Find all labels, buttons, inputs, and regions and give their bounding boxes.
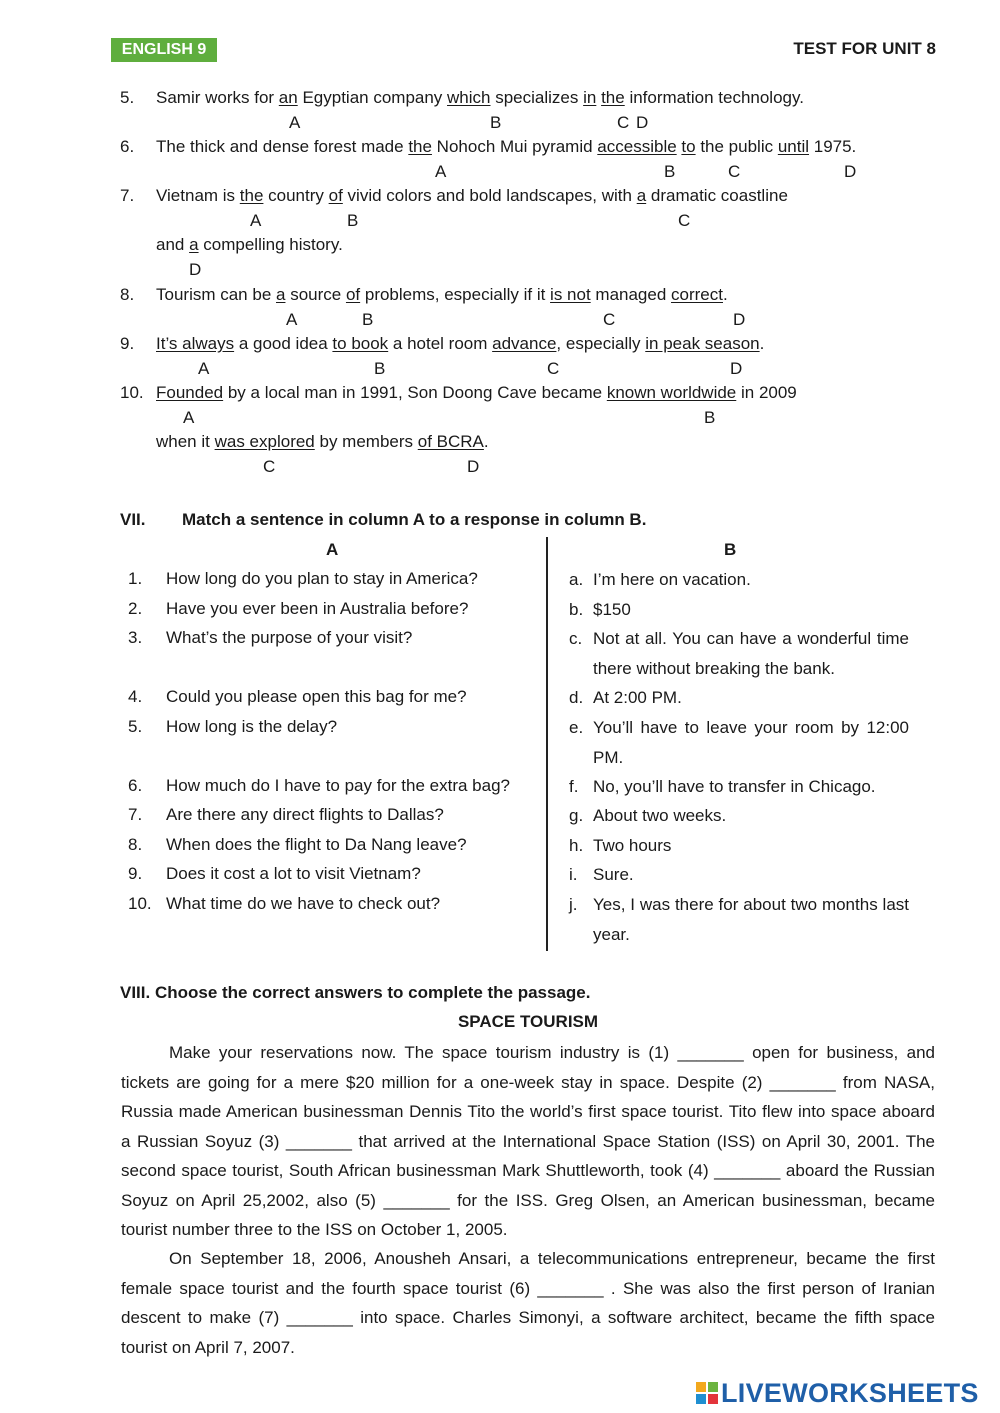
column-b-item (569, 890, 909, 949)
option-letter: D (467, 457, 480, 476)
underlined-option: of (328, 186, 343, 205)
test-title: TEST FOR UNIT 8 (793, 39, 936, 58)
underlined-option: of BCRA (417, 432, 484, 451)
column-a-text: What time do we have to check out? (166, 894, 441, 913)
column-b-item (569, 772, 909, 802)
option-letter: C (617, 113, 630, 132)
option-letter: B (664, 162, 676, 181)
column-b-text: You’ll have to leave your room by 12:00 PM. (593, 718, 909, 767)
option-letter: D (636, 113, 649, 132)
option-letter: B (362, 310, 374, 329)
option-letter: A (183, 408, 195, 427)
column-a-text: How long is the delay? (166, 717, 338, 736)
column-a-text: How long do you plan to stay in America? (166, 569, 478, 588)
underlined-option: was explored (214, 432, 315, 451)
underlined-option: of (345, 285, 361, 304)
column-b-item (569, 565, 909, 595)
column-a-item (128, 628, 412, 648)
column-a-item (128, 864, 421, 884)
column-a-text: Are there any direct flights to Dallas? (166, 805, 444, 824)
column-b-letter: h. (569, 836, 584, 855)
column-b-letter: f. (569, 777, 579, 796)
option-letter: D (733, 310, 746, 329)
underlined-option: until (777, 137, 810, 156)
column-a-number: 4. (128, 687, 143, 706)
section-number: VII. (120, 510, 146, 529)
subject-badge: ENGLISH 9 (111, 38, 217, 62)
option-letter: A (435, 162, 447, 181)
liveworksheets-logo (696, 1378, 979, 1408)
column-a-item (128, 569, 478, 589)
underlined-option: a (636, 186, 647, 205)
option-letter: B (704, 408, 716, 427)
column-b-letter: b. (569, 600, 584, 619)
column-b-letter: j. (569, 895, 578, 914)
option-letter: A (289, 113, 301, 132)
column-b-text: Yes, I was there for about two months last year. (593, 895, 909, 944)
column-a-number: 8. (128, 835, 143, 854)
column-b-letter: d. (569, 688, 584, 707)
underlined-option: to book (332, 334, 389, 353)
underlined-option: known worldwide (606, 383, 737, 402)
item-sentence: It’s always a good idea to book a hotel room advance, especially in peak season. (156, 334, 765, 353)
column-a-text: How much do I have to pay for the extra bag? (166, 776, 510, 795)
item-sentence-continued: and a compelling history. (156, 235, 343, 254)
column-b-letter: g. (569, 806, 584, 825)
underlined-option: to (681, 137, 696, 156)
column-a-text: Have you ever been in Australia before? (166, 599, 469, 618)
column-a-number: 7. (128, 805, 143, 824)
underlined-option: Founded (156, 383, 224, 402)
item-sentence: The thick and dense forest made the Nohoch Mui pyramid accessible to the public until 1975. (156, 137, 857, 156)
option-letters (156, 113, 956, 133)
section-heading (120, 510, 646, 530)
option-letters (156, 260, 956, 280)
column-b-text: Sure. (593, 865, 634, 884)
item-sentence: Samir works for an Egyptian company which specializes in the information technology. (156, 88, 804, 107)
underlined-option: advance (492, 334, 557, 353)
column-b-item (569, 860, 909, 890)
column-b-letter: i. (569, 865, 578, 884)
column-b-text: About two weeks. (593, 806, 727, 825)
column-a-text: What’s the purpose of your visit? (166, 628, 413, 647)
item-number: 9. (120, 334, 135, 353)
column-a-header: A (326, 540, 339, 559)
column-a-item (128, 835, 467, 855)
option-letter: A (286, 310, 298, 329)
column-b-item (569, 831, 909, 861)
column-b-letter: e. (569, 718, 584, 737)
option-letter: A (198, 359, 210, 378)
column-b-letter: a. (569, 570, 584, 589)
passage-title: SPACE TOURISM (457, 1012, 599, 1031)
option-letters (156, 211, 956, 231)
liveworksheets-logo-icon (696, 1382, 718, 1404)
column-b-item (569, 713, 909, 772)
option-letters (156, 359, 956, 379)
column-b-text: Two hours (593, 836, 672, 855)
option-letter: B (374, 359, 386, 378)
column-a-number: 9. (128, 864, 143, 883)
column-a-number: 6. (128, 776, 143, 795)
column-b-item (569, 624, 909, 683)
underlined-option: in peak season (645, 334, 760, 353)
underlined-option: which (447, 88, 491, 107)
option-letter: D (189, 260, 202, 279)
column-a-text: When does the flight to Da Nang leave? (166, 835, 467, 854)
item-sentence-continued: when it was explored by members of BCRA. (156, 432, 489, 451)
column-a-number: 1. (128, 569, 143, 588)
option-letter: B (347, 211, 359, 230)
option-letter: B (490, 113, 502, 132)
column-b-text: Not at all. You can have a wonderful time there without breaking the bank. (593, 629, 909, 678)
item-number: 5. (120, 88, 135, 107)
underlined-option: an (278, 88, 298, 107)
column-b-text: I’m here on vacation. (593, 570, 751, 589)
column-a-item (128, 805, 444, 825)
column-a-item (128, 687, 467, 707)
item-number: 6. (120, 137, 135, 156)
logo-text: LIVEWORKSHEETS (721, 1377, 979, 1408)
section-heading: VIII. Choose the correct answers to complete the passage. (120, 983, 591, 1002)
passage-paragraph: On September 18, 2006, Anousheh Ansari, a telecommunications entrepreneur, became the first female space tourist and the fourth space tourist (6) _______ . She was also the first person of Iranian descent to make (7) _______ into space. Charles Simonyi, a software architect, became the fifth space tourist on April 7, 2007. (121, 1249, 935, 1357)
column-b-item (569, 595, 909, 625)
column-a-item (128, 599, 468, 619)
item-number: 7. (120, 186, 135, 205)
option-letters (156, 310, 956, 330)
section-instruction: Match a sentence in column A to a response in column B. (182, 510, 647, 529)
option-letter: C (728, 162, 741, 181)
option-letter: C (263, 457, 276, 476)
option-letters (156, 457, 956, 477)
option-letters (156, 162, 956, 182)
column-b-header: B (724, 540, 737, 559)
underlined-option: a (189, 235, 199, 254)
underlined-option: in (583, 88, 597, 107)
column-a-number: 10. (128, 894, 152, 913)
option-letter: A (250, 211, 262, 230)
column-a-number: 3. (128, 628, 143, 647)
underlined-option: the (408, 137, 432, 156)
item-number: 8. (120, 285, 135, 304)
column-a-text: Does it cost a lot to visit Vietnam? (166, 864, 421, 883)
underlined-option: It’s always (156, 334, 235, 353)
underlined-option: is not (550, 285, 591, 304)
underlined-option: a (276, 285, 286, 304)
option-letter: C (678, 211, 691, 230)
column-a-text: Could you please open this bag for me? (166, 687, 467, 706)
column-a-item (128, 894, 440, 914)
column-a-item (128, 717, 337, 737)
column-a-number: 5. (128, 717, 143, 736)
option-letter: C (603, 310, 616, 329)
item-sentence: Founded by a local man in 1991, Son Doong Cave became known worldwide in 2009 (156, 383, 797, 402)
option-letter: C (547, 359, 560, 378)
underlined-option: accessible (597, 137, 677, 156)
column-b-text: At 2:00 PM. (593, 688, 682, 707)
column-b-text: $150 (593, 600, 631, 619)
column-b-letter: c. (569, 629, 583, 648)
item-sentence: Vietnam is the country of vivid colors and bold landscapes, with a dramatic coastline (156, 186, 788, 205)
underlined-option: the (239, 186, 264, 205)
underlined-option: the (601, 88, 625, 107)
option-letter: D (844, 162, 857, 181)
passage-paragraph: Make your reservations now. The space tourism industry is (1) _______ open for business, and tickets are going for a mere $20 million for a one-week stay in space. Despite (2) _______ from NASA, Russia made American businessman Dennis Tito the world’s first space tourist. Tito flew into space aboard a Russian Soyuz (3) _______ that arrived at the International Space Station (ISS) on April 30, 2001. The second space tourist, South African businessman Mark Shuttleworth, took (4) _______ aboard the Russian Soyuz on April 25,2002, also (5) _______ for the ISS. Greg Olsen, an American businessman, became tourist number three to the ISS on October 1, 2005. (121, 1043, 935, 1239)
option-letters (156, 408, 956, 428)
column-a-item (128, 776, 510, 796)
item-sentence: Tourism can be a source of problems, especially if it is not managed correct. (156, 285, 728, 304)
column-b-text: No, you’ll have to transfer in Chicago. (593, 777, 876, 796)
underlined-option: correct (671, 285, 723, 304)
column-b-item (569, 801, 909, 831)
column-divider (546, 537, 548, 951)
column-a-number: 2. (128, 599, 143, 618)
item-number: 10. (120, 383, 144, 402)
option-letter: D (730, 359, 743, 378)
column-b-item (569, 683, 909, 713)
